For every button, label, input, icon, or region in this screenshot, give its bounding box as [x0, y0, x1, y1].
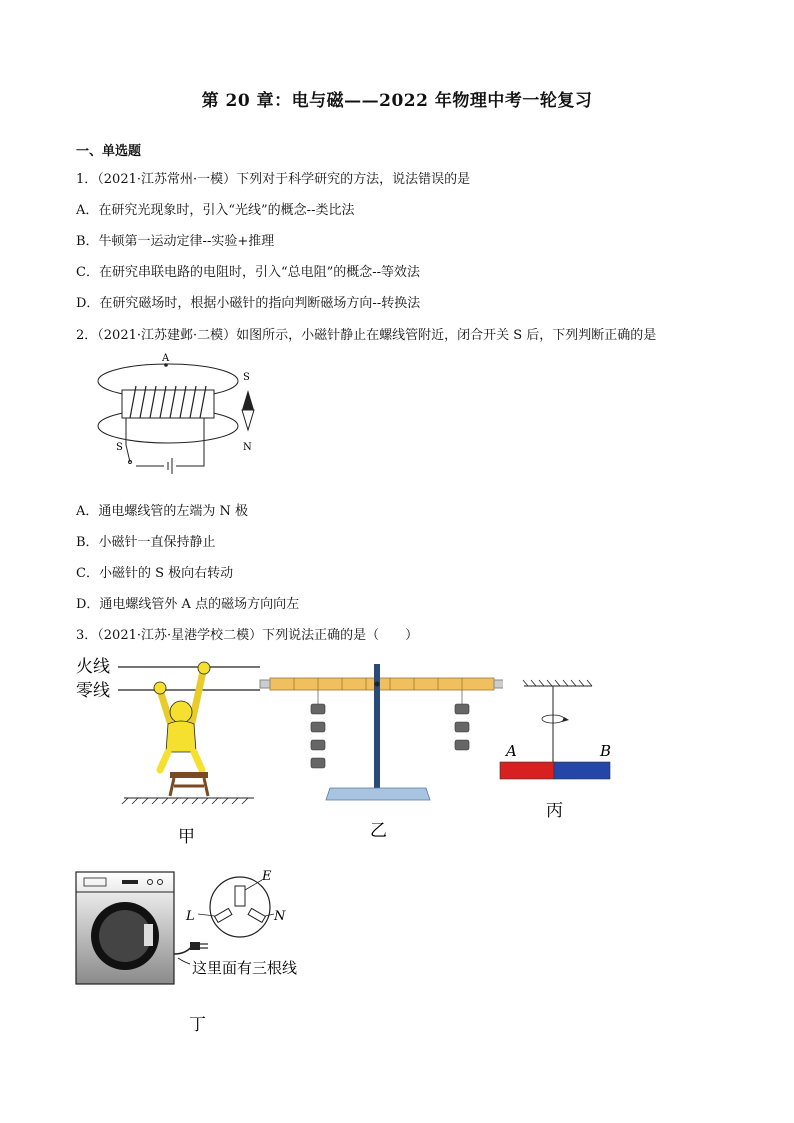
- caption-ding: 丁: [189, 1015, 206, 1035]
- question-2-option-a: A．通电螺线管的左端为 N 极: [76, 504, 249, 519]
- question-2-option-c: C．小磁针的 S 极向右转动: [76, 566, 234, 581]
- three-wires-note: 这里面有三根线: [192, 959, 298, 977]
- socket-icon: [198, 877, 274, 937]
- question-1-stem: 1．（2021·江苏常州·一模）下列对于科学研究的方法，说法错误的是: [76, 172, 471, 187]
- question-2-option-b: B．小磁针一直保持静止: [76, 535, 216, 550]
- point-a-label: A: [162, 353, 170, 364]
- caption-bing: 丙: [546, 801, 563, 821]
- question-2-option-d: D．通电螺线管外 A 点的磁场方向向左: [76, 597, 300, 612]
- page-title: 第 20 章：电与磁——2022 年物理中考一轮复习: [201, 91, 593, 111]
- section-heading: 一、单选题: [76, 144, 142, 159]
- caption-yi: 乙: [370, 821, 387, 841]
- plug-e-label: E: [262, 869, 272, 884]
- question-1-option-b: B．牛顿第一运动定律--实验+推理: [76, 234, 275, 249]
- figure-jia: [74, 652, 264, 852]
- magnet-end-b-label: B: [600, 742, 612, 760]
- question-3-stem: 3．（2021·江苏·星港学校二模）下列说法正确的是（ ）: [76, 628, 419, 643]
- person-figure: [154, 662, 210, 770]
- question-1-option-c: C．在研究串联电路的电阻时，引入“总电阻”的概念--等效法: [76, 265, 421, 280]
- caption-jia: 甲: [178, 827, 195, 847]
- figure-yi: [258, 660, 503, 850]
- neutral-wire-label: 零线: [76, 681, 110, 701]
- washing-machine-icon: [76, 872, 174, 984]
- needle-top-label: S: [243, 372, 250, 383]
- question-2-stem: 2．（2021·江苏建邺·二模）如图所示，小磁针静止在螺线管附近，闭合开关 S 后，下列判断正确的是: [76, 328, 657, 343]
- needle-bottom-label: N: [243, 442, 252, 453]
- switch-label: S: [116, 442, 123, 453]
- solenoid-figure: [96, 350, 266, 480]
- plug-n-label: N: [274, 909, 286, 924]
- figure-ding: [74, 862, 344, 1042]
- magnet-end-a-label: A: [506, 742, 517, 760]
- live-wire-label: 火线: [76, 657, 110, 677]
- plug-l-label: L: [186, 909, 195, 924]
- question-1-option-a: A．在研究光现象时，引入“光线”的概念--类比法: [76, 203, 355, 218]
- question-1-option-d: D．在研究磁场时，根据小磁针的指向判断磁场方向--转换法: [76, 296, 421, 311]
- figure-bing: [496, 676, 621, 826]
